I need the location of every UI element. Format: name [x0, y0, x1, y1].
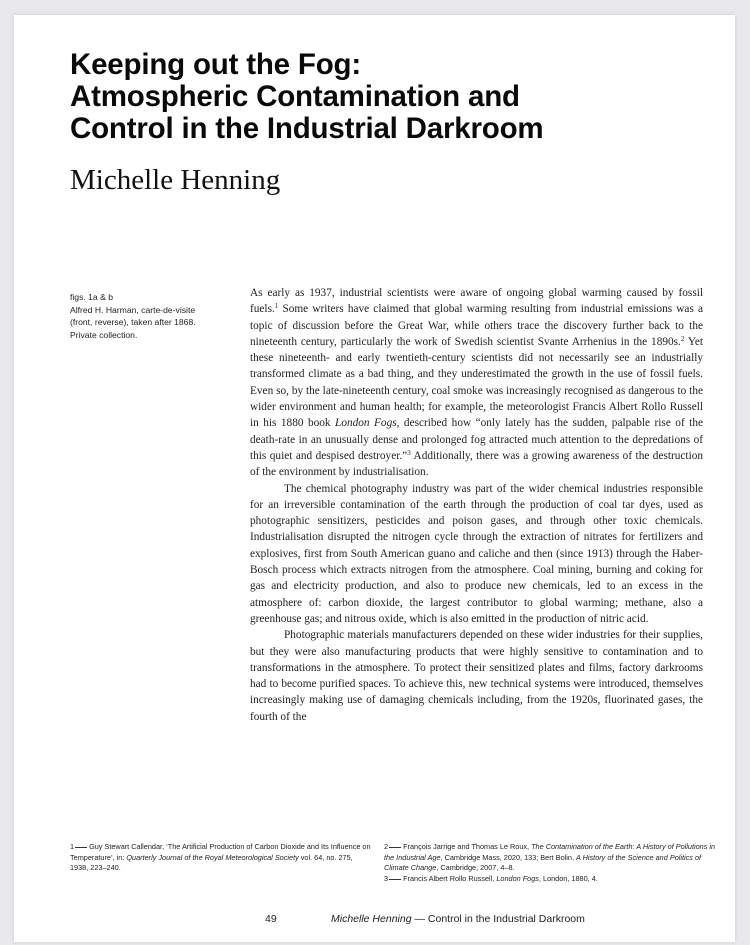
footnote-text: vol. 64, no. 275, 1938, 223–240.: [70, 852, 353, 873]
footnote-text: , Cambridge Mass, 2020, 133; Bert Bolin,: [440, 852, 576, 862]
title-line: Atmospheric Contamination and: [70, 80, 520, 113]
text-run: described how “only lately has the sudden, palpable rise of the death-rate in an unusually dense and prolonged fog attracted much attention to the depredations of this quiet and despised destroyer.”: [250, 417, 703, 462]
book-title: London Fogs,: [335, 417, 400, 430]
footnote-text: Guy Stewart Callendar, ‘The Artificial Production of Carbon Dioxide and Its Influence on Temperature’, in:: [70, 842, 371, 862]
footnote: [70, 842, 372, 874]
footnote: [384, 842, 718, 874]
footnote-text: François Jarrige and Thomas Le Roux,: [403, 842, 532, 851]
footnote-text: , London, 1880, 4.: [538, 873, 598, 883]
text-run: Yet these nineteenth- and early twentieth-century scientists did not necessarily see an industrially transformed climate as a bad thing, and they underestimated the growth in the use of fossil fuels. Even so, by the late-nineteenth century, coal smoke was increasingly recognised as dangerous to the wider environment and human health; for example, the meteorologist Francis Albert Rollo Russell in his 1880 book: [250, 335, 703, 430]
text-run: Additionally, there was a growing awareness of the destruction of the environment by industrialisation.: [250, 449, 704, 479]
footnote: [384, 874, 718, 885]
footnote-number: 2: [384, 842, 389, 851]
footnote-ref[interactable]: 2: [680, 334, 685, 343]
text-run: Some writers have claimed that global warming resulting from industrial emissions was a topic of discussion before the Great War, while others trace the discovery further back to the nineteenth century, particularly the work of Swedish scientist Svante Arrhenius in the 1890s.: [250, 303, 703, 348]
page-number: 49: [265, 913, 277, 925]
body-paragraph: Photographic materials manufacturers depended on these wider industries for their supplies, but they were also manufacturing products that were highly sensitive to contamination and to transformations in the atmosphere. To protect their sensitized plates and films, factory darkrooms had to become purified spaces. To achieve this, new technical systems were introduced, themselves increasingly making use of damaging chemicals including, from the 1920s, fluorinated gases, the fourth of the: [250, 629, 703, 723]
title-line: Keeping out the Fog:: [70, 48, 361, 81]
footnote-ref[interactable]: 1: [274, 302, 279, 311]
caption-line: (front, reverse), taken after 1868.: [70, 317, 196, 327]
running-title: Control in the Industrial Darkroom: [427, 913, 585, 925]
caption-label: figs. 1a & b: [70, 292, 113, 302]
running-separator: —: [411, 913, 428, 925]
footnote-number: 3: [384, 873, 389, 883]
footnote-text: Francis Albert Rollo Russell,: [403, 873, 497, 883]
footnote-italic: The Contamination of the Earth: A History of Pollutions in the Industrial Age: [384, 842, 716, 862]
running-author: Michelle Henning: [331, 913, 412, 925]
footnote-italic: Quarterly Journal of the Royal Meteorological Society: [126, 852, 299, 862]
caption-line: Alfred H. Harman, carte-de-visite: [70, 304, 196, 315]
article-author: Michelle Henning: [70, 164, 281, 196]
running-head: [331, 913, 585, 925]
document-page: [14, 15, 735, 942]
footnote-number: 1: [70, 842, 75, 851]
footnote-text: , Cambridge, 2007, 4–8.: [436, 863, 515, 873]
title-line: Control in the Industrial Darkroom: [70, 112, 544, 145]
body-paragraph: The chemical photography industry was part of the wider chemical industries responsible for an irreversible contamination of the earth through the production of coal tar dyes, used as photographic sensitizers, pesticides and poison gases, and through other toxic chemicals. Industrialisation disrupted the nitrogen cycle through the extraction of nitrates for fertilizers and explosives, first from South American guano and caliche and then (since 1913) through the Haber-Bosch process which extracts nitrogen from the atmosphere. Coal mining, burning and coking for gas and electricity production, and also to produce new chemicals, led to an excess in the atmosphere of: carbon dioxide, the largest contributor to global warming; methane, also a greenhouse gas; and nitrous oxide, which is also emitted in the production of nitric acid.: [250, 482, 703, 625]
footnote-column: [70, 842, 372, 874]
footnote-ref[interactable]: 3: [407, 448, 411, 457]
caption-line: Private collection.: [70, 329, 138, 340]
article-title: [70, 49, 543, 145]
footnote-rule: [75, 847, 87, 848]
footnote-italic: London Fogs: [496, 873, 539, 883]
text-run: As early as 1937, industrial scientists were aware of ongoing global warming caused by fossil fuels.: [250, 287, 703, 316]
footnote-rule: [389, 879, 401, 880]
footnote-column: [384, 842, 718, 884]
body-paragraph: [250, 285, 703, 481]
footnote-italic: A History of the Science and Politics of Climate Change: [384, 852, 702, 873]
footnote-rule: [389, 847, 401, 848]
figure-caption: [70, 291, 230, 341]
article-body: [250, 285, 703, 725]
